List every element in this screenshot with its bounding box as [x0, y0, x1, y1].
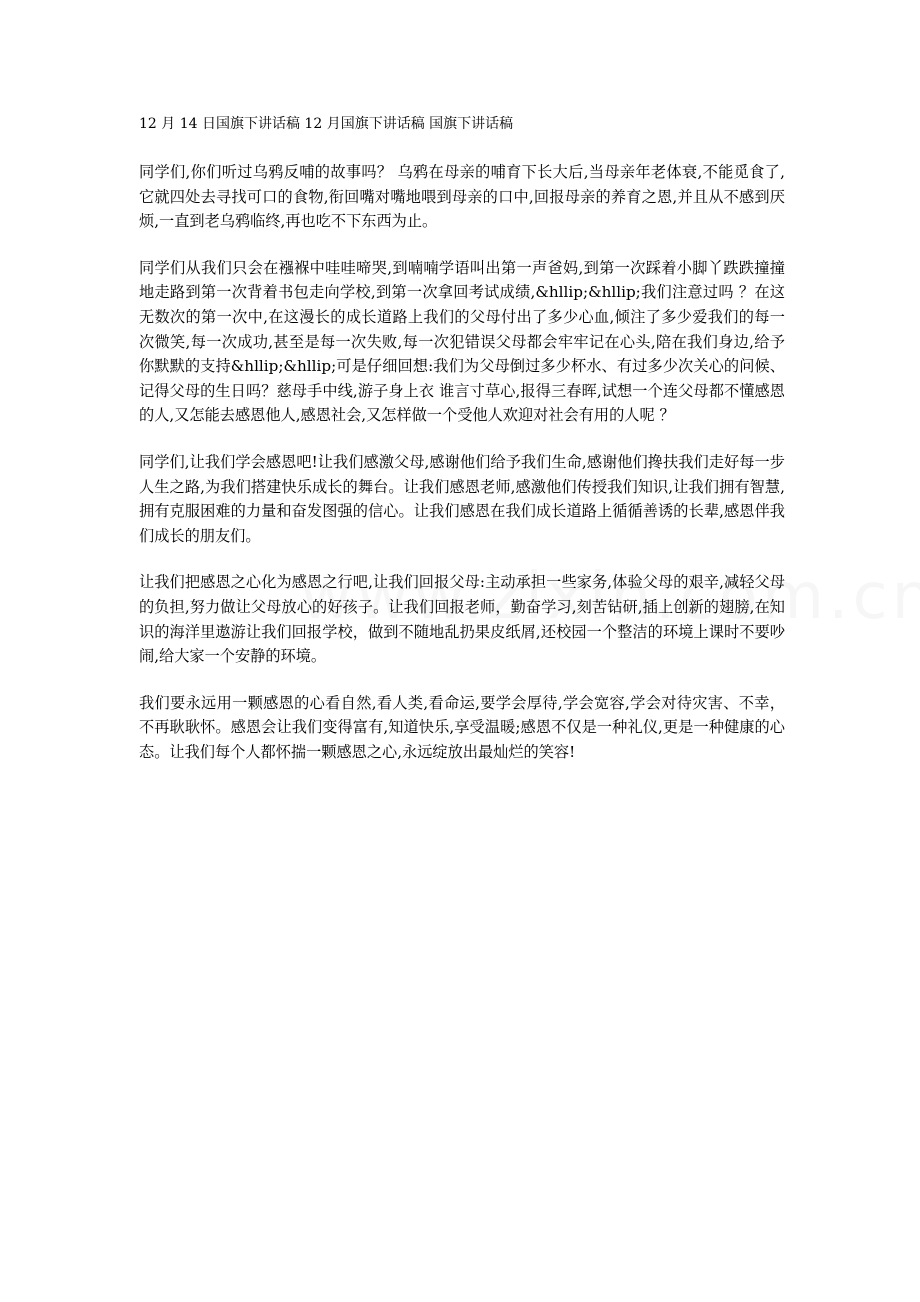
- paragraph-2: 同学们从我们只会在襁褓中哇哇啼哭,到喃喃学语叫出第一声爸妈,到第一次踩着小脚丫跌跌撞撞地走路到第一次背着书包走向学校,到第一次拿回考试成绩,&hllip;&hllip;我们注意过吗 ？在这无数次的第一次中,在这漫长的成长道路上我们的父母付出了多少心血,倾注了多少爱我们的每一次微笑,每一次成功,甚至是每一次失败,每一次犯错误父母都会牢牢记在心头,陪在我们身边,给予你默默的支持&hllip;&hllip;可是仔细回想:我们为父母倒过多少杯水、有过多少次关心的问候、记得父母的生日吗？慈母手中线,游子身上衣 谁言寸草心,报得三春晖,试想一个连父母都不懂感恩的人,又怎能去感恩他人,感恩社会,又怎样做一个受他人欢迎对社会有用的人呢 ？: [139, 258, 785, 425]
- paragraph-3: 同学们,让我们学会感恩吧!让我们感激父母,感谢他们给予我们生命,感谢他们搀扶我们走好每一步人生之路,为我们搭建快乐成长的舞台。让我们感恩老师,感激他们传授我们知识,让我们拥有智慧,拥有克服困难的力量和奋发图强的信心。让我们感恩在我们成长道路上循循善诱的长辈,感恩伴我们成长的朋友们。: [139, 452, 785, 545]
- document-title: 12 月 14 日国旗下讲话稿 12 月国旗下讲话稿 国旗下讲话稿: [139, 116, 514, 132]
- paragraph-4: 让我们把感恩之心化为感恩之行吧,让我们回报父母:主动承担一些家务,体验父母的艰辛,减轻父母的负担,努力做让父母放心的好孩子。让我们回报老师，勤奋学习,刻苦钻研,插上创新的翅膀,在知识的海洋里遨游让我们回报学校，做到不随地乱扔果皮纸屑,还校园一个整洁的环境上课时不要吵闹,给大家一个安静的环境。: [139, 573, 785, 666]
- paragraph-1: 同学们,你们听过乌鸦反哺的故事吗？ 乌鸦在母亲的哺育下长大后,当母亲年老体衰,不能觅食了,它就四处去寻找可口的食物,衔回嘴对嘴地喂到母亲的口中,回报母亲的养育之恩,并且从不感到厌烦,一直到老乌鸦临终,再也吃不下东西为止。: [139, 163, 785, 231]
- document-body: [139, 160, 785, 786]
- paragraph-5: 我们要永远用一颗感恩的心看自然,看人类,看命运,要学会厚待,学会宽容,学会对待灾害、不幸，不再耿耿怀。感恩会让我们变得富有,知道快乐,享受温暖;感恩不仅是一种礼仪,更是一种健康的心态。让我们每个人都怀揣一颗感恩之心,永远绽放出最灿烂的笑容!: [139, 693, 785, 761]
